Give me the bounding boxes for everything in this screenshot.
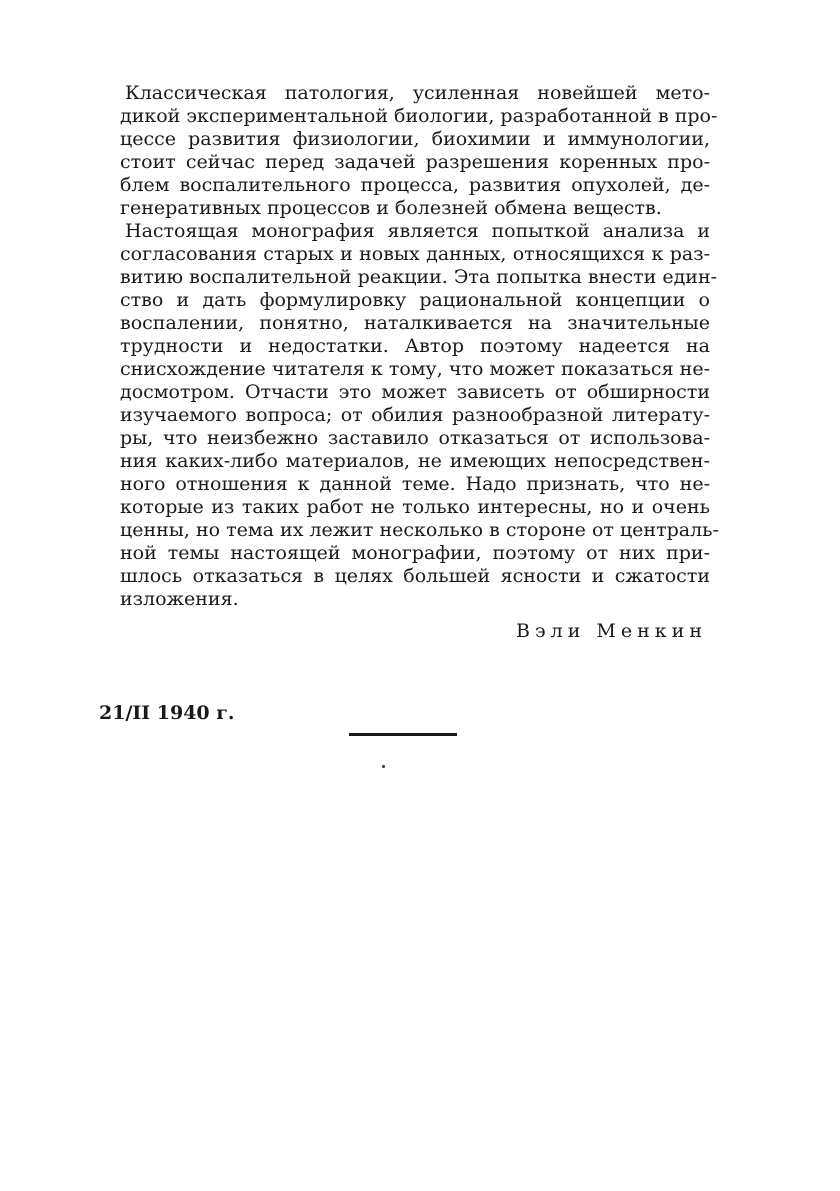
text-line: дикой экспериментальной биологии, разработанной в про- xyxy=(120,105,718,127)
text-line: воспалении, понятно, наталкивается на значительные xyxy=(120,312,710,334)
date-line: 21/II 1940 г. xyxy=(99,702,235,724)
text-line: изучаемого вопроса; от обилия разнообразной литерату- xyxy=(120,404,710,426)
text-line: досмотром. Отчасти это может зависеть от обширности xyxy=(120,381,710,403)
text-line: согласования старых и новых данных, относящихся к раз- xyxy=(120,243,710,265)
text-line: генеративных процессов и болезней обмена веществ. xyxy=(120,197,662,219)
paragraph-2 xyxy=(120,220,719,611)
text-line: ной темы настоящей монографии, поэтому от них при- xyxy=(120,542,710,564)
text-line: Настоящая монография является попыткой анализа и xyxy=(125,220,710,242)
text-line: витию воспалительной реакции. Эта попытка внести един- xyxy=(120,266,718,288)
text-line: трудности и недостатки. Автор поэтому надеется на xyxy=(120,335,710,357)
print-speck xyxy=(382,765,385,768)
preface-text xyxy=(120,82,719,611)
text-line: ного отношения к данной теме. Надо признать, что не- xyxy=(120,473,710,495)
text-line: изложения. xyxy=(120,588,239,610)
text-line: снисхождение читателя к тому, что может показаться не- xyxy=(120,358,710,380)
author-signature: Вэли Менкин xyxy=(516,620,707,642)
section-divider xyxy=(349,733,457,736)
text-line: которые из таких работ не только интересны, но и очень xyxy=(120,496,710,518)
text-line: блем воспалительного процесса, развития опухолей, де- xyxy=(120,174,710,196)
text-line: ство и дать формулировку рациональной концепции о xyxy=(120,289,710,311)
text-line: цессе развития физиологии, биохимии и иммунологии, xyxy=(120,128,710,150)
paragraph-1 xyxy=(120,82,718,220)
text-line: Классическая патология, усиленная новейшей мето- xyxy=(125,82,710,104)
text-line: шлось отказаться в целях большей ясности и сжатости xyxy=(120,565,710,587)
text-line: стоит сейчас перед задачей разрешения коренных про- xyxy=(120,151,710,173)
text-line: ценны, но тема их лежит несколько в стороне от централь- xyxy=(120,519,719,541)
text-line: ры, что неизбежно заставило отказаться от использова- xyxy=(120,427,710,449)
text-line: ния каких-либо материалов, не имеющих непосредствен- xyxy=(120,450,710,472)
